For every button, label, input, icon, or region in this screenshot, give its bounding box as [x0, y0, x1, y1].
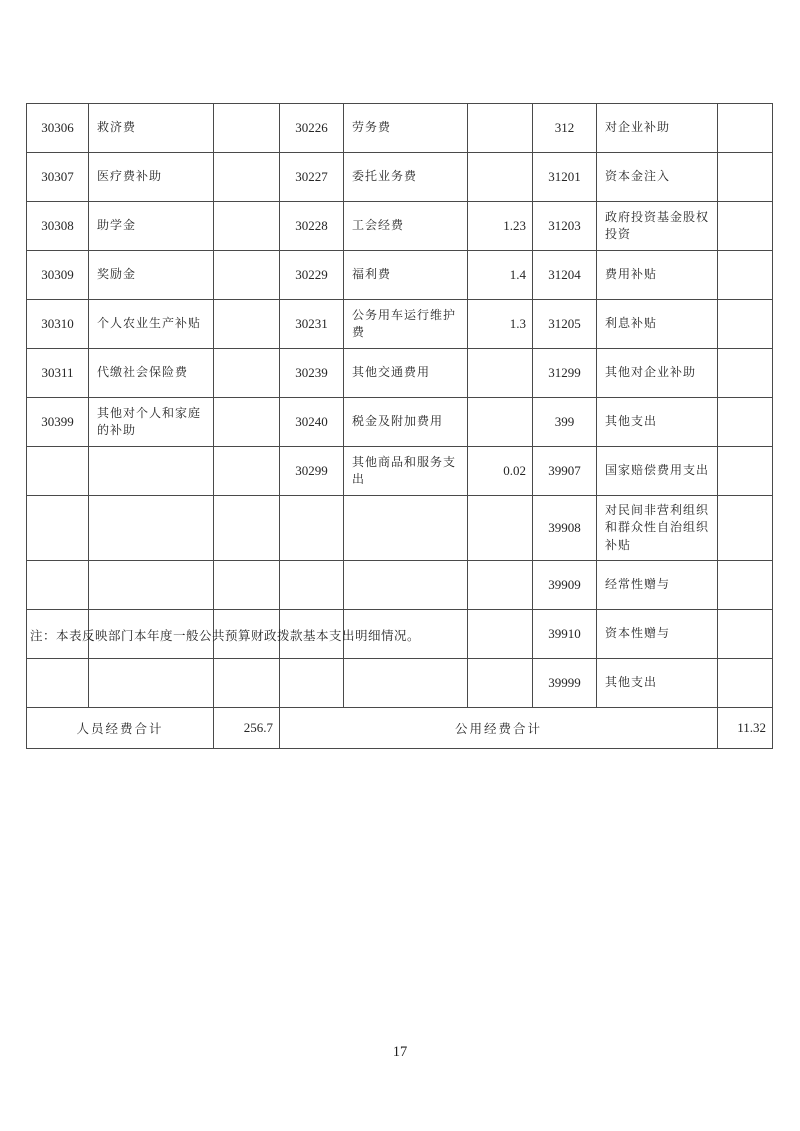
- name-cell: [344, 659, 468, 708]
- name-cell: 奖励金: [89, 251, 214, 300]
- code-cell: [280, 561, 344, 610]
- name-cell: 其他支出: [597, 398, 718, 447]
- value-cell: 1.23: [468, 202, 533, 251]
- name-cell: 国家赔偿费用支出: [597, 447, 718, 496]
- code-cell: [27, 561, 89, 610]
- value-cell: 1.3: [468, 300, 533, 349]
- value-cell: [468, 104, 533, 153]
- value-cell: [718, 561, 773, 610]
- name-cell: [89, 659, 214, 708]
- value-cell: [718, 398, 773, 447]
- name-cell: 税金及附加费用: [344, 398, 468, 447]
- budget-detail-table: [26, 103, 773, 749]
- name-cell: 公务用车运行维护费: [344, 300, 468, 349]
- value-cell: [718, 251, 773, 300]
- name-cell: 其他商品和服务支出: [344, 447, 468, 496]
- name-cell: 对民间非营利组织和群众性自治组织补贴: [597, 496, 718, 561]
- code-cell: 31204: [533, 251, 597, 300]
- name-cell: 资本性赠与: [597, 610, 718, 659]
- name-cell: 其他支出: [597, 659, 718, 708]
- table-row: [27, 349, 773, 398]
- value-cell: [214, 496, 280, 561]
- value-cell: [468, 496, 533, 561]
- name-cell: [89, 447, 214, 496]
- value-cell: [468, 153, 533, 202]
- code-cell: 399: [533, 398, 597, 447]
- value-cell: [468, 659, 533, 708]
- table-row: [27, 104, 773, 153]
- table-row: [27, 398, 773, 447]
- value-cell: [468, 561, 533, 610]
- name-cell: [89, 496, 214, 561]
- code-cell: [27, 659, 89, 708]
- value-cell: [468, 349, 533, 398]
- value-cell: [468, 610, 533, 659]
- public-total-label: 公用经费合计: [280, 708, 718, 749]
- code-cell: 39910: [533, 610, 597, 659]
- name-cell: 其他对个人和家庭的补助: [89, 398, 214, 447]
- code-cell: 39999: [533, 659, 597, 708]
- name-cell: 工会经费: [344, 202, 468, 251]
- code-cell: [27, 496, 89, 561]
- name-cell: 资本金注入: [597, 153, 718, 202]
- value-cell: [718, 104, 773, 153]
- code-cell: 31203: [533, 202, 597, 251]
- code-cell: 39909: [533, 561, 597, 610]
- code-cell: 39908: [533, 496, 597, 561]
- name-cell: [344, 561, 468, 610]
- name-cell: 个人农业生产补贴: [89, 300, 214, 349]
- public-total-value: 11.32: [718, 708, 773, 749]
- code-cell: 30231: [280, 300, 344, 349]
- value-cell: [214, 251, 280, 300]
- table-row: [27, 561, 773, 610]
- value-cell: [214, 104, 280, 153]
- value-cell: [718, 496, 773, 561]
- value-cell: [214, 447, 280, 496]
- code-cell: [280, 496, 344, 561]
- code-cell: 30310: [27, 300, 89, 349]
- code-cell: 30399: [27, 398, 89, 447]
- personnel-total-value: 256.7: [214, 708, 280, 749]
- value-cell: [214, 153, 280, 202]
- name-cell: [344, 496, 468, 561]
- page-number: 17: [392, 1044, 408, 1060]
- value-cell: [718, 447, 773, 496]
- code-cell: [27, 447, 89, 496]
- table-row: [27, 496, 773, 561]
- name-cell: 医疗费补助: [89, 153, 214, 202]
- name-cell: 劳务费: [344, 104, 468, 153]
- value-cell: [214, 349, 280, 398]
- value-cell: [718, 202, 773, 251]
- code-cell: 30229: [280, 251, 344, 300]
- table-row: [27, 659, 773, 708]
- name-cell: 代缴社会保险费: [89, 349, 214, 398]
- summary-row: [27, 708, 773, 749]
- value-cell: [214, 561, 280, 610]
- code-cell: 30309: [27, 251, 89, 300]
- table-row: [27, 300, 773, 349]
- table-note: 注：本表反映部门本年度一般公共预算财政拨款基本支出明细情况。: [30, 629, 421, 643]
- name-cell: 其他对企业补助: [597, 349, 718, 398]
- code-cell: [280, 659, 344, 708]
- code-cell: 31201: [533, 153, 597, 202]
- value-cell: [214, 398, 280, 447]
- code-cell: 30307: [27, 153, 89, 202]
- code-cell: 30308: [27, 202, 89, 251]
- name-cell: 福利费: [344, 251, 468, 300]
- table-row: [27, 202, 773, 251]
- value-cell: [214, 659, 280, 708]
- name-cell: 费用补贴: [597, 251, 718, 300]
- name-cell: 对企业补助: [597, 104, 718, 153]
- code-cell: 312: [533, 104, 597, 153]
- code-cell: 31299: [533, 349, 597, 398]
- value-cell: 0.02: [468, 447, 533, 496]
- value-cell: [718, 659, 773, 708]
- code-cell: 30227: [280, 153, 344, 202]
- value-cell: [718, 300, 773, 349]
- value-cell: [214, 300, 280, 349]
- table-row: [27, 153, 773, 202]
- value-cell: [718, 349, 773, 398]
- code-cell: 30311: [27, 349, 89, 398]
- name-cell: 经常性赠与: [597, 561, 718, 610]
- personnel-total-label: 人员经费合计: [27, 708, 214, 749]
- value-cell: [718, 153, 773, 202]
- table-row: [27, 447, 773, 496]
- name-cell: 利息补贴: [597, 300, 718, 349]
- value-cell: 1.4: [468, 251, 533, 300]
- code-cell: 30306: [27, 104, 89, 153]
- table-row: [27, 251, 773, 300]
- name-cell: 助学金: [89, 202, 214, 251]
- code-cell: 30226: [280, 104, 344, 153]
- value-cell: [718, 610, 773, 659]
- value-cell: [468, 398, 533, 447]
- name-cell: 委托业务费: [344, 153, 468, 202]
- name-cell: 政府投资基金股权投资: [597, 202, 718, 251]
- value-cell: [214, 202, 280, 251]
- name-cell: 其他交通费用: [344, 349, 468, 398]
- name-cell: 救济费: [89, 104, 214, 153]
- name-cell: [89, 561, 214, 610]
- code-cell: 31205: [533, 300, 597, 349]
- code-cell: 39907: [533, 447, 597, 496]
- code-cell: 30239: [280, 349, 344, 398]
- code-cell: 30228: [280, 202, 344, 251]
- code-cell: 30299: [280, 447, 344, 496]
- code-cell: 30240: [280, 398, 344, 447]
